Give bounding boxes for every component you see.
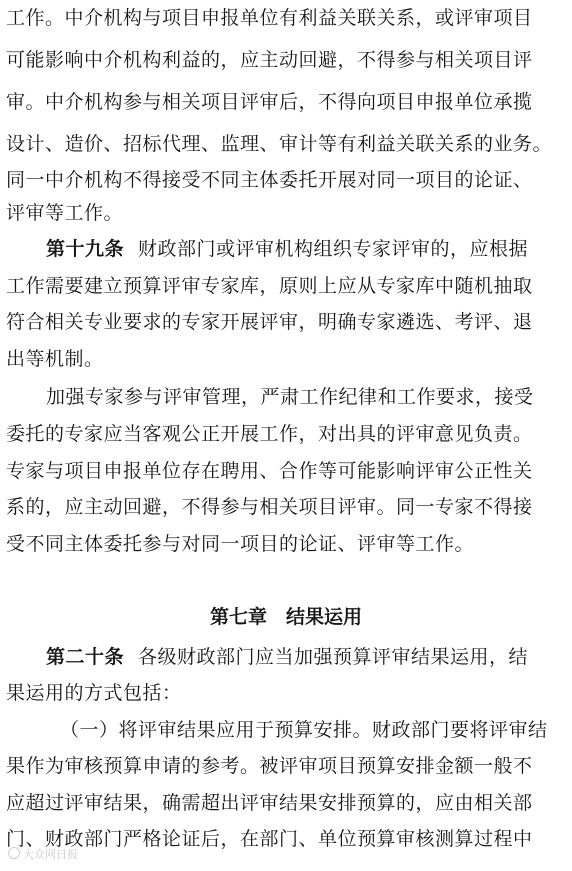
watermark-logo-icon bbox=[8, 847, 20, 859]
text-line: 工作需要建立预算评审专家库，原则上应从专家库中随机抽取 bbox=[6, 275, 533, 297]
watermark-text: 大众网日报 bbox=[23, 848, 78, 861]
article-19-first-line bbox=[46, 236, 528, 262]
text-line: 符合相关专业要求的专家开展评审，明确专家遴选、考评、退 bbox=[6, 311, 533, 333]
text-span: 财政部门或评审机构组织专家评审的，应根据 bbox=[138, 238, 529, 260]
text-line: 设计、造价、招标代理、监理、审计等有利益关联关系的业务。 bbox=[6, 133, 553, 155]
text-line: 果作为审核预算申请的参考。被评审项目预算安排金额一般不 bbox=[6, 755, 533, 777]
article-20-first-line bbox=[46, 644, 528, 670]
text-line: 工作。中介机构与项目申报单位有利益关联关系，或评审项目 bbox=[6, 7, 533, 29]
text-line: 出等机制。 bbox=[6, 348, 104, 370]
text-line: 可能影响中介机构利益的，应主动回避，不得参与相关项目评 bbox=[6, 49, 533, 71]
text-line: 果运用的方式包括： bbox=[6, 682, 182, 704]
text-line: 门、财政部门严格论证后，在部门、单位预算审核测算过程中 bbox=[6, 828, 533, 850]
text-line: 同一中介机构不得接受不同主体委托开展对同一项目的论证、 bbox=[6, 169, 533, 191]
text-line: 系的，应主动回避，不得参与相关项目评审。同一专家不得接 bbox=[6, 496, 533, 518]
text-line: 评审等工作。 bbox=[6, 202, 124, 224]
text-line: 加强专家参与评审管理，严肃工作纪律和工作要求，接受 bbox=[46, 386, 534, 408]
article-number: 第二十条 bbox=[46, 646, 125, 668]
text-line: 受不同主体委托参与对同一项目的论证、评审等工作。 bbox=[6, 533, 475, 555]
text-line: 专家与项目申报单位存在聘用、合作等可能影响评审公正性关 bbox=[6, 460, 533, 482]
chapter-heading: 第七章 结果运用 bbox=[209, 606, 362, 628]
watermark bbox=[8, 846, 78, 862]
text-line: 审。中介机构参与相关项目评审后，不得向项目申报单位承揽 bbox=[6, 91, 533, 113]
article-number: 第十九条 bbox=[46, 238, 125, 260]
text-line: 委托的专家应当客观公正开展工作，对出具的评审意见负责。 bbox=[6, 423, 533, 445]
text-line: （一）将评审结果应用于预算安排。财政部门要将评审结 bbox=[60, 719, 548, 741]
text-span: 各级财政部门应当加强预算评审结果运用，结 bbox=[138, 646, 529, 668]
text-line: 应超过评审结果，确需超出评审结果安排预算的，应由相关部 bbox=[6, 792, 533, 814]
